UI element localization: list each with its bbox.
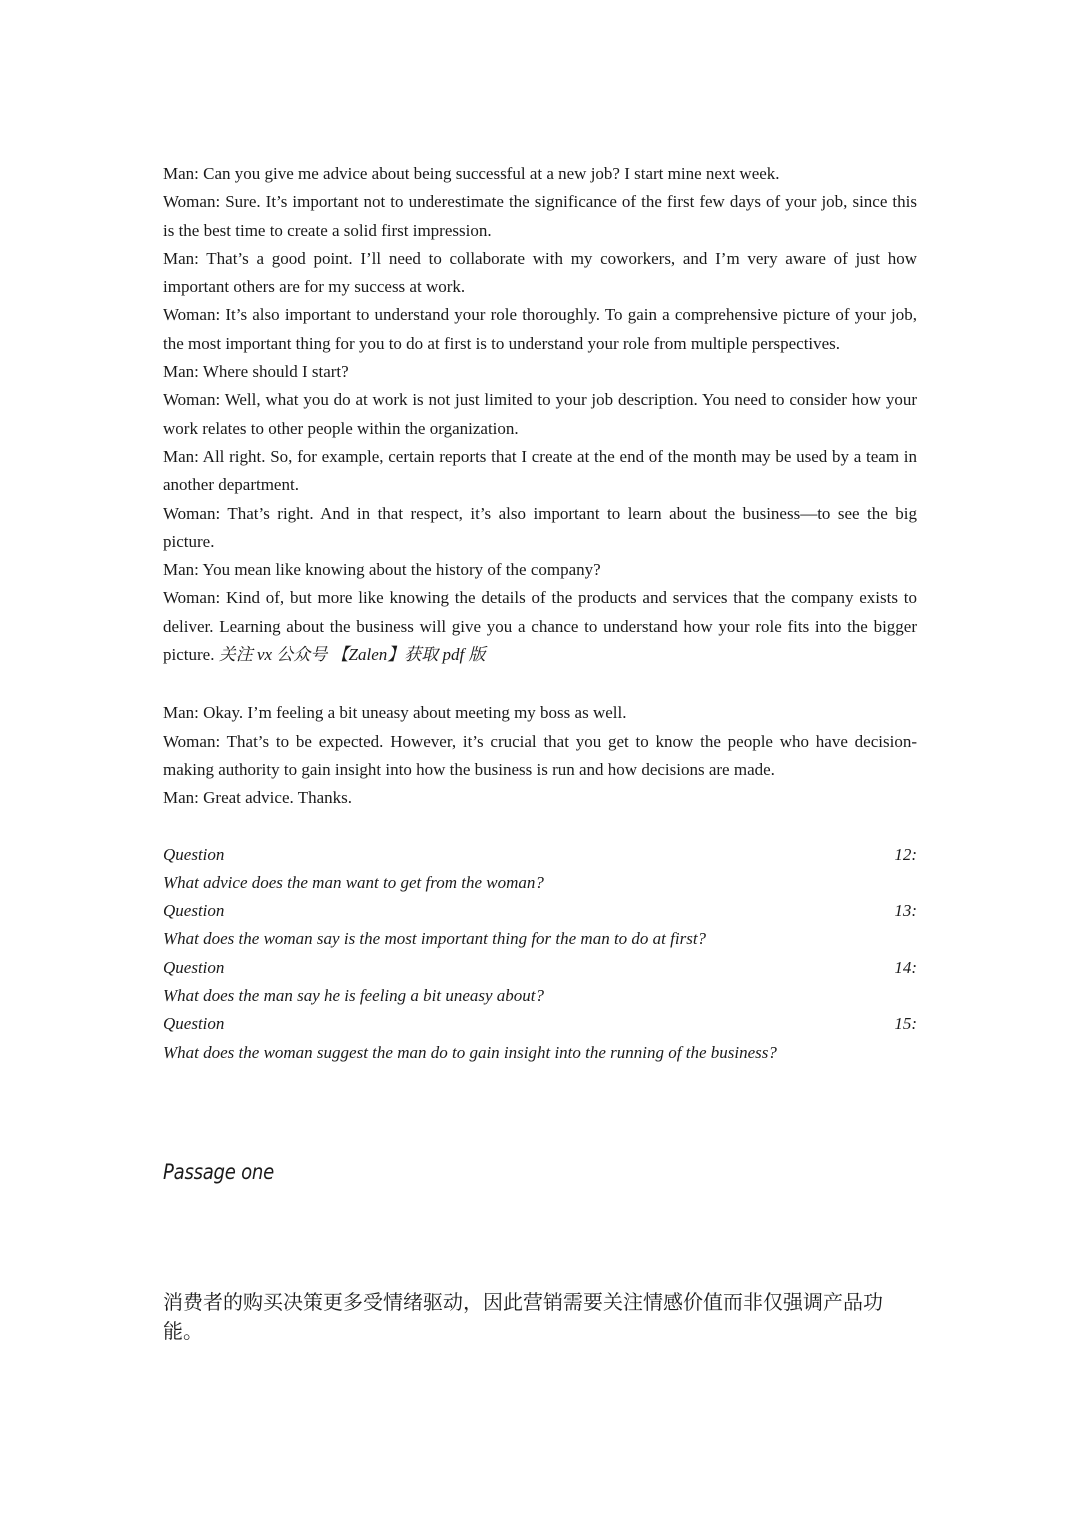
question-header xyxy=(163,897,917,925)
passage-summary: 消费者的购买决策更多受情绪驱动，因此营销需要关注情感价值而非仅强调产品功能。 xyxy=(163,1290,883,1343)
dialogue-line: Woman: Sure. It’s important not to underestimate the significance of the first few days of your job, since this is the best time to create a solid first impression. xyxy=(163,192,917,240)
dialogue-line: Man: Can you give me advice about being successful at a new job? I start mine next week. xyxy=(163,164,780,183)
question-label: Question xyxy=(163,844,225,864)
promo-note: 关注 vx 公众号 【Zalen】获取 pdf 版 xyxy=(218,645,486,665)
question-label: Question xyxy=(163,1014,225,1034)
dialogue-line: Man: Great advice. Thanks. xyxy=(163,788,352,808)
dialogue-line: Man: Where should I start? xyxy=(163,362,349,382)
question-header xyxy=(163,954,917,982)
question-text: What advice does the man want to get from the woman? xyxy=(163,872,544,892)
question-list xyxy=(163,841,917,1067)
dialogue-line-with-note xyxy=(163,584,917,669)
question-text: What does the woman say is the most important thing for the man to do at first? xyxy=(163,929,707,949)
question-number: 15: xyxy=(894,1014,917,1034)
question-label: Question xyxy=(163,901,225,921)
question-number: 14: xyxy=(894,957,917,977)
question-number: 13: xyxy=(894,901,917,921)
dialogue-transcript xyxy=(163,160,917,813)
question-label: Question xyxy=(163,957,225,977)
dialogue-line: Woman: That’s to be expected. However, it’s crucial that you get to know the people who have decision-making authority to gain insight into how the business is run and how decisions are made. xyxy=(163,731,917,779)
dialogue-line: Woman: Kind of, but more like knowing the details of the products and services that the company exists to deliver. Learning about the business will give you a chance to understand how your role fits into the bigger picture. xyxy=(163,588,917,665)
dialogue-line: Woman: Well, what you do at work is not just limited to your job description. You need to consider how your work relates to other people within the organization. xyxy=(163,390,917,438)
dialogue-line: Man: You mean like knowing about the history of the company? xyxy=(163,560,601,580)
dialogue-line: Man: All right. So, for example, certain reports that I create at the end of the month may be used by a team in another department. xyxy=(163,446,917,495)
question-number: 12: xyxy=(894,844,917,864)
question-text: What does the woman suggest the man do to gain insight into the running of the business? xyxy=(163,1042,777,1062)
paragraph-gap xyxy=(163,669,917,699)
question-text: What does the man say he is feeling a bit uneasy about? xyxy=(163,986,545,1006)
dialogue-line: Man: That’s a good point. I’ll need to collaborate with my coworkers, and I’m very aware of just how important others are for my success at work. xyxy=(163,248,917,297)
question-header xyxy=(163,1010,917,1038)
dialogue-line: Woman: It’s also important to understand your role thoroughly. To gain a comprehensive picture of your job, the most important thing for you to do at first is to understand your role from multiple perspectives. xyxy=(163,305,917,353)
dialogue-line: Woman: That’s right. And in that respect, it’s also important to learn about the business—to see the big picture. xyxy=(163,503,917,551)
question-header xyxy=(163,841,917,869)
transcript-page xyxy=(163,160,917,1067)
dialogue-line: Man: Okay. I’m feeling a bit uneasy about meeting my boss as well. xyxy=(163,703,627,723)
section-title: Passage one xyxy=(163,1160,274,1184)
